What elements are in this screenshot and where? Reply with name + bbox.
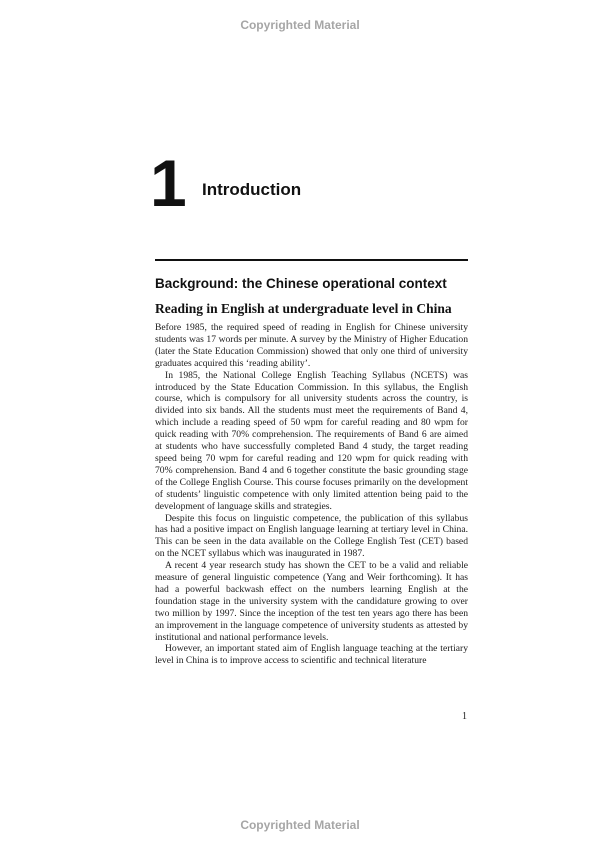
- chapter-number: 1: [150, 146, 187, 220]
- subsection-heading: Reading in English at undergraduate level in China: [155, 301, 452, 316]
- body-text: [155, 322, 468, 667]
- page-number: 1: [462, 711, 467, 722]
- chapter-divider: [155, 259, 468, 261]
- copyright-watermark-bottom: Copyrighted Material: [240, 818, 360, 832]
- copyright-watermark-top: Copyrighted Material: [240, 18, 360, 32]
- paragraph: However, an important stated aim of English language teaching at the tertiary level in China is to improve access to scientific and technical literature: [155, 643, 468, 667]
- section-heading: Background: the Chinese operational context: [155, 276, 447, 291]
- paragraph: A recent 4 year research study has shown the CET to be a valid and reliable measure of general linguistic competence (Yang and Weir forthcoming). It has had a powerful backwash effect on the numbers learning English at the foundation stage in the university system with the candidature growing to over two million by 1997. Since the inception of the test ten years ago there has been an improvement in the language competence of university students as attested by institutional and national performance levels.: [155, 560, 468, 643]
- paragraph: Despite this focus on linguistic competence, the publication of this syllabus has had a positive impact on English language learning at tertiary level in China. This can be seen in the data available on the College English Test (CET) based on the NCET syllabus which was inaugurated in 1987.: [155, 512, 468, 560]
- paragraph: In 1985, the National College English Teaching Syllabus (NCETS) was introduced by the State Education Commission. In this syllabus, the English course, which is compulsory for all university students across the country, is divided into six bands. All the students must meet the requirements of Band 4, which include a reading speed of 50 wpm for careful reading and 80 wpm for quick reading with 70% comprehension. The requirements of Band 6 are aimed at students who have successfully completed Band 4 study, the target reading speed being 70 wpm for careful reading and 120 wpm for quick reading with 70% comprehension. Band 4 and 6 together constitute the basic grounding stage of the College English Course. This course focuses primarily on the development of students’ linguistic competence with only limited attention being paid to the development of language skills and strategies.: [155, 369, 468, 512]
- chapter-title: Introduction: [202, 180, 302, 199]
- paragraph: Before 1985, the required speed of reading in English for Chinese university students was 17 words per minute. A survey by the Ministry of Higher Education (later the State Education Commission) showed that only one third of university graduates acquired this ‘reading ability’.: [155, 322, 468, 369]
